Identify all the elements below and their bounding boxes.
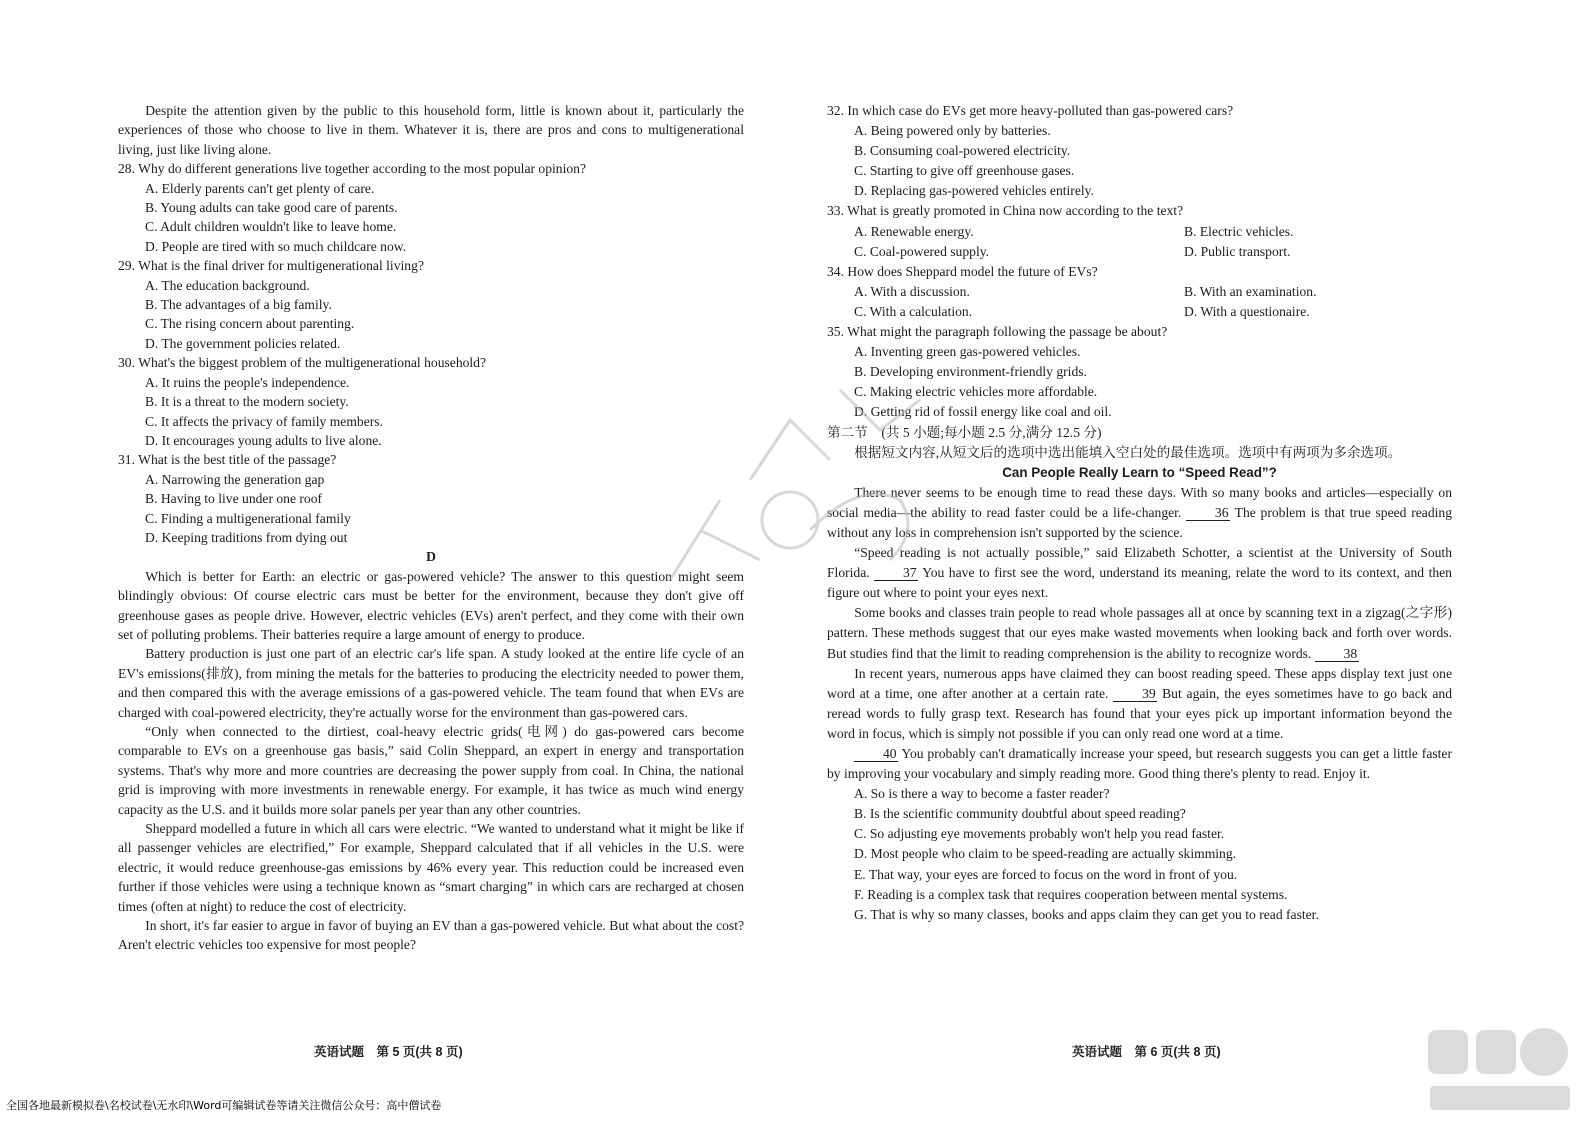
option: C. Adult children wouldn't like to leave home. [145,219,397,235]
choice: D. Most people who claim to be speed-reading are actually skimming. [854,846,1237,862]
option: A. With a discussion. [854,283,970,299]
passage-d-paragraph: Which is better for Earth: an electric or gas-powered vehicle? The answer to this question might seem blindingly obvious: Of course electric cars must be better for the environment, because they don't give off greenhouse gases as people drive. However, electric vehicles (EVs) aren't perfect, and they come with their own set of polluting problems. Their batteries require a large amount of energy to produce. [118,568,744,642]
option: D. Replacing gas-powered vehicles entirely. [854,183,1094,199]
blank-38[interactable]: 38 [1315,646,1359,662]
option: C. Coal-powered supply. [854,243,990,259]
blank-39[interactable]: 39 [1113,686,1157,702]
section-2-heading: 第二节 (共 5 小题;每小题 2.5 分,满分 12.5 分) [827,424,1102,440]
passage-text: In recent years, numerous apps have claimed they can boost reading speed. These apps display text just one word at a time, one after another at a certain rate. [827,665,1452,701]
section-2-instruction: 根据短文内容,从短文后的选项中选出能填入空白处的最佳选项。选项中有两项为多余选项。 [854,444,1402,460]
choice: E. That way, your eyes are forced to focus on the word in front of you. [854,866,1238,882]
option: B. Consuming coal-powered electricity. [854,143,1071,159]
blank-36[interactable]: 36 [1186,505,1230,521]
passage-title: Can People Really Learn to “Speed Read”? [1002,464,1277,480]
question-35 [827,322,1452,422]
question-34 [827,262,1452,322]
choice: A. So is there a way to become a faster reader? [854,786,1110,802]
option: D. With a questionaire. [1184,303,1310,319]
passage-d-paragraph: “Only when connected to the dirtiest, coal-heavy electric grids(电网) do gas-powered cars become comparable to EVs on a greenhouse gas basis,” said Colin Sheppard, an expert in energy and transportation systems. That's why more and more countries are decreasing the power supply from coal. In China, the national grid is improving with more investments in renewable energy. For example, it has twice as much wind energy capacity as the U.S. and it builds more solar panels per year than any other countries. [118,724,744,817]
passage-paragraph [827,543,1452,603]
option: C. Finding a multigenerational family [145,510,351,526]
passage-paragraph [827,603,1452,663]
question-stem: 33. What is greatly promoted in China now according to the text? [827,203,1184,219]
option: B. It is a threat to the modern society. [145,394,349,410]
option: A. Renewable energy. [854,223,974,239]
question-31 [118,450,744,547]
option-row [854,242,1452,262]
choice: C. So adjusting eye movements probably won't help you read faster. [854,826,1225,842]
option: A. Inventing green gas-powered vehicles. [854,344,1081,360]
option: A. Narrowing the generation gap [145,471,325,487]
blank-40[interactable]: 40 [854,746,898,762]
option: C. With a calculation. [854,303,973,319]
option: B. Electric vehicles. [1184,223,1294,239]
option-row [854,222,1452,242]
option: C. It affects the privacy of family members. [145,413,383,429]
option: A. Elderly parents can't get plenty of care. [145,180,375,196]
footer-page-6: 英语试题 第 6 页(共 8 页) [1072,1045,1221,1059]
passage-paragraph [827,664,1452,744]
option: C. Making electric vehicles more affordable. [854,384,1098,400]
option: A. The education background. [145,277,310,293]
option: D. It encourages young adults to live alone. [145,432,382,448]
question-28 [118,159,744,256]
option: D. People are tired with so much childcare now. [145,238,407,254]
question-stem: 34. How does Sheppard model the future of EVs? [827,263,1098,279]
option: B. Young adults can take good care of parents. [145,200,398,216]
passage-paragraph [827,483,1452,543]
option: C. The rising concern about parenting. [145,316,355,332]
question-30 [118,353,744,450]
option: B. Developing environment-friendly grids. [854,364,1087,380]
option: A. It ruins the people's independence. [145,374,350,390]
passage-d-paragraph: Sheppard modelled a future in which all cars were electric. “We wanted to understand what it might be like if all passenger vehicles are electrified,” For example, Sheppard calculated that if all vehicles in the U.S. were electric, it would reduce greenhouse-gas emissions by 46% every year. This reduction could be increased even further if those vehicles were using a technique known as “smart charging” in which cars are recharged at chosen times (often at night) to reduce the cost of electricity. [118,821,744,914]
question-stem: 32. In which case do EVs get more heavy-polluted than gas-powered cars? [827,103,1234,118]
question-stem: 31. What is the best title of the passage? [118,452,337,468]
passage-text: There never seems to be enough time to read these days. With so many books and articles—especially on social media—the ability to read faster could be a life-changer. [827,484,1452,520]
question-33 [827,201,1452,261]
choice: G. That is why so many classes, books and apps claim they can get you to read faster. [854,906,1319,922]
option: A. Being powered only by batteries. [854,123,1051,139]
question-stem: 35. What might the paragraph following the passage be about? [827,324,1168,340]
question-32 [827,101,1452,201]
corner-logo-graphic [1420,1022,1580,1117]
passage-text: But again, the eyes sometimes have to go back and reread words to fully grasp text. Research has found that your eyes pick up important information beyond the word in focus, which is simply not possible if you can only read one word at a time. [827,685,1452,741]
passage-text: You probably can't dramatically increase your speed, but research suggests you can get a little faster by improving your vocabulary and simply reading more. Good thing there's plenty to read. Enjoy it. [827,746,1452,782]
right-page-column [827,101,1452,925]
passage-d-paragraph: In short, it's far easier to argue in favor of buying an EV than a gas-powered vehicle. But what about the cost? Aren't electric vehicles too expensive for most people? [118,918,744,953]
passage-text: “Speed reading is not actually possible,” said Elizabeth Schotter, a scientist at the University of South Florida. [827,545,1452,581]
answer-choices [827,784,1452,925]
option: B. The advantages of a big family. [145,297,332,313]
passage-c-closing-paragraph: Despite the attention given by the public to this household form, little is known about it, particularly the experiences of those who choose to live in them. Whatever it is, there are pros and cons to multigenerational living, just like living alone. [118,103,744,157]
footer-page-5: 英语试题 第 5 页(共 8 页) [314,1045,463,1059]
question-stem: 28. Why do different generations live together according to the most popular opinion? [118,161,586,177]
section-d-label: D [426,549,436,565]
question-29 [118,256,744,353]
passage-text: You have to first see the word, understand its meaning, relate the word to its context, and then figure out where to point your eyes next. [827,565,1452,601]
bottom-notice: 全国各地最新模拟卷\名校试卷\无水印\Word可编辑试卷等请关注微信公众号：高中僧试卷 [6,1099,442,1112]
option-row [854,302,1452,322]
choice: F. Reading is a complex task that requires cooperation between mental systems. [854,886,1288,902]
passage-text: Some books and classes train people to read whole passages all at once by scanning text in a zigzag(之字形) pattern. These methods suggest that our eyes make wasted movements when looking back and forth over words. But studies find that the limit to reading comprehension is the ability to recognize words. [827,605,1452,661]
passage-text: The problem is that true speed reading without any loss in comprehension isn't supported by the science. [827,504,1453,540]
option: B. Having to live under one roof [145,491,323,507]
option: D. The government policies related. [145,335,341,351]
option-row [854,282,1452,302]
option: D. Getting rid of fossil energy like coal and oil. [854,404,1112,420]
option: C. Starting to give off greenhouse gases. [854,163,1075,179]
option: D. Public transport. [1184,243,1291,259]
choice: B. Is the scientific community doubtful about speed reading? [854,806,1186,822]
blank-37[interactable]: 37 [874,565,918,581]
option: B. With an examination. [1184,283,1317,299]
passage-d-paragraph: Battery production is just one part of an electric car's life span. A study looked at the entire life cycle of an EV's emissions(排放), from mining the metals for the batteries to producing the electricity needed to power them, and then compared this with the average emissions of a gas-powered vehicle. The team found that when EVs are charged with coal-powered electricity, they're actually worse for the environment than gas-powered cars. [118,646,744,720]
question-stem: 30. What's the biggest problem of the multigenerational household? [118,355,487,371]
question-stem: 29. What is the final driver for multigenerational living? [118,258,424,274]
option: D. Keeping traditions from dying out [145,529,348,545]
passage-paragraph [827,744,1452,784]
left-page-column [118,101,744,955]
